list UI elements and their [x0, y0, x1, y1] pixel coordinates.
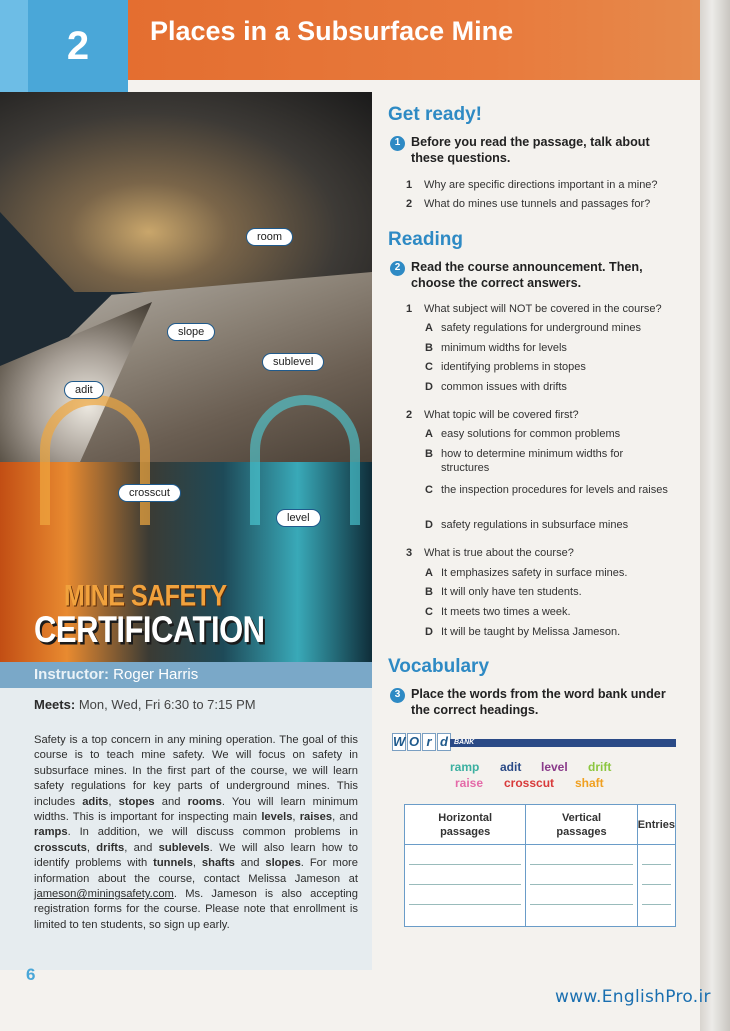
- answer-option[interactable]: C It meets two times a week.: [425, 606, 571, 618]
- page-title: Places in a Subsurface Mine: [150, 16, 514, 46]
- vocabulary-table: [404, 804, 676, 927]
- next-page-edge: [700, 0, 730, 1031]
- label-slope: slope: [167, 323, 215, 341]
- answer-option[interactable]: C identifying problems in stopes: [425, 361, 586, 373]
- column-vertical: Vertical passages: [526, 805, 637, 845]
- instructor-name: Roger Harris: [113, 666, 199, 683]
- answer-option[interactable]: B minimum widths for levels: [425, 342, 567, 354]
- bank-word[interactable]: adit: [500, 760, 522, 774]
- vocabulary-instruction: 3 Place the words from the word bank under the correct headings.: [390, 686, 680, 718]
- reading-instruction: 2 Read the course announcement. Then, choose the correct answers.: [390, 259, 680, 291]
- exercise-number: 3: [390, 688, 405, 703]
- room-photo: [0, 92, 372, 292]
- get-ready-heading: Get ready!: [388, 104, 482, 125]
- answer-option[interactable]: B how to determine minimum widths for structures: [425, 448, 624, 474]
- column-entries: Entries: [637, 805, 675, 845]
- answer-option[interactable]: B It will only have ten students.: [425, 586, 582, 598]
- label-level: level: [276, 509, 321, 527]
- vertical-answer-cell[interactable]: [526, 845, 637, 927]
- bank-word[interactable]: crosscut: [504, 776, 555, 790]
- word-bank-logo: W O r d: [392, 733, 452, 751]
- exercise-number: 1: [390, 136, 405, 151]
- horizontal-answer-cell[interactable]: [405, 845, 526, 927]
- question: 2 What topic will be covered first?: [406, 409, 579, 421]
- question: 2 What do mines use tunnels and passages for?: [406, 198, 651, 210]
- label-sublevel: sublevel: [262, 353, 324, 371]
- instructor-label: Instructor:: [34, 666, 109, 683]
- answer-option[interactable]: D common issues with drifts: [425, 381, 567, 393]
- label-adit: adit: [64, 381, 104, 399]
- word-bank-bar: BANK: [450, 739, 676, 747]
- entries-answer-cell[interactable]: [637, 845, 675, 927]
- website-watermark: www.EnglishPro.ir: [555, 987, 711, 1007]
- label-room: room: [246, 228, 293, 246]
- label-crosscut: crosscut: [118, 484, 181, 502]
- cert-title-line2: CERTIFICATION: [34, 608, 265, 651]
- cert-title-line1: MINE SAFETY: [64, 579, 227, 613]
- reading-heading: Reading: [388, 229, 463, 250]
- answer-option[interactable]: A easy solutions for common problems: [425, 428, 621, 440]
- bank-word[interactable]: ramp: [450, 760, 480, 774]
- question: 1 What subject will NOT be covered in the course?: [406, 303, 662, 315]
- tunnel-arch-left: [40, 395, 150, 525]
- page-number: 6: [26, 965, 36, 984]
- vocabulary-heading: Vocabulary: [388, 656, 490, 677]
- mine-photo-collage: [0, 92, 372, 662]
- answer-option[interactable]: A safety regulations for underground mines: [425, 322, 641, 334]
- announcement-text: Safety is a top concern in any mining operation. The goal of this course is to teach mine safety. We will focus on safety in subsurface mines. In the first part of the course, we will learn safety regulations for key parts of underground mines. This includes adits, stopes and rooms. You will learn minimum widths. This is important for inspecting main levels, raises, and ramps. In addition, we will discuss common problems in crosscuts, drifts, and sublevels. We will also learn how to identify problems with tunnels, shafts and slopes. For more information about the course, contact Melissa Jameson at jameson@miningsafety.com. Ms. Jameson is also accepting registration forms for the course. Please note that enrollment is limited to ten students, so sign up early.: [34, 734, 359, 931]
- meets-label: Meets:: [34, 697, 76, 712]
- question: 1 Why are specific directions important in a mine?: [406, 179, 658, 191]
- unit-stripe: [0, 0, 28, 92]
- exercise-number: 2: [390, 261, 405, 276]
- unit-number-box: [28, 0, 128, 92]
- bank-word[interactable]: drift: [588, 760, 612, 774]
- contact-email-link[interactable]: jameson@miningsafety.com: [34, 888, 174, 901]
- answer-option[interactable]: D safety regulations in subsurface mines: [425, 519, 629, 531]
- meets-line: [34, 697, 256, 712]
- answer-option[interactable]: A It emphasizes safety in surface mines.: [425, 567, 628, 579]
- instructor-bar: [0, 662, 372, 688]
- get-ready-instruction: 1 Before you read the passage, talk about these questions.: [390, 134, 680, 166]
- tunnel-arch-right: [250, 395, 360, 525]
- answer-option[interactable]: D It will be taught by Melissa Jameson.: [425, 626, 621, 638]
- meets-value: Mon, Wed, Fri 6:30 to 7:15 PM: [78, 697, 256, 712]
- bank-word[interactable]: shaft: [575, 776, 604, 790]
- unit-number: 2: [66, 23, 90, 68]
- question: 3 What is true about the course?: [406, 547, 574, 559]
- answer-option[interactable]: C the inspection procedures for levels and raises: [425, 484, 668, 496]
- column-horizontal: Horizontal passages: [405, 805, 526, 845]
- bank-word[interactable]: level: [541, 760, 568, 774]
- bank-word[interactable]: raise: [455, 776, 484, 790]
